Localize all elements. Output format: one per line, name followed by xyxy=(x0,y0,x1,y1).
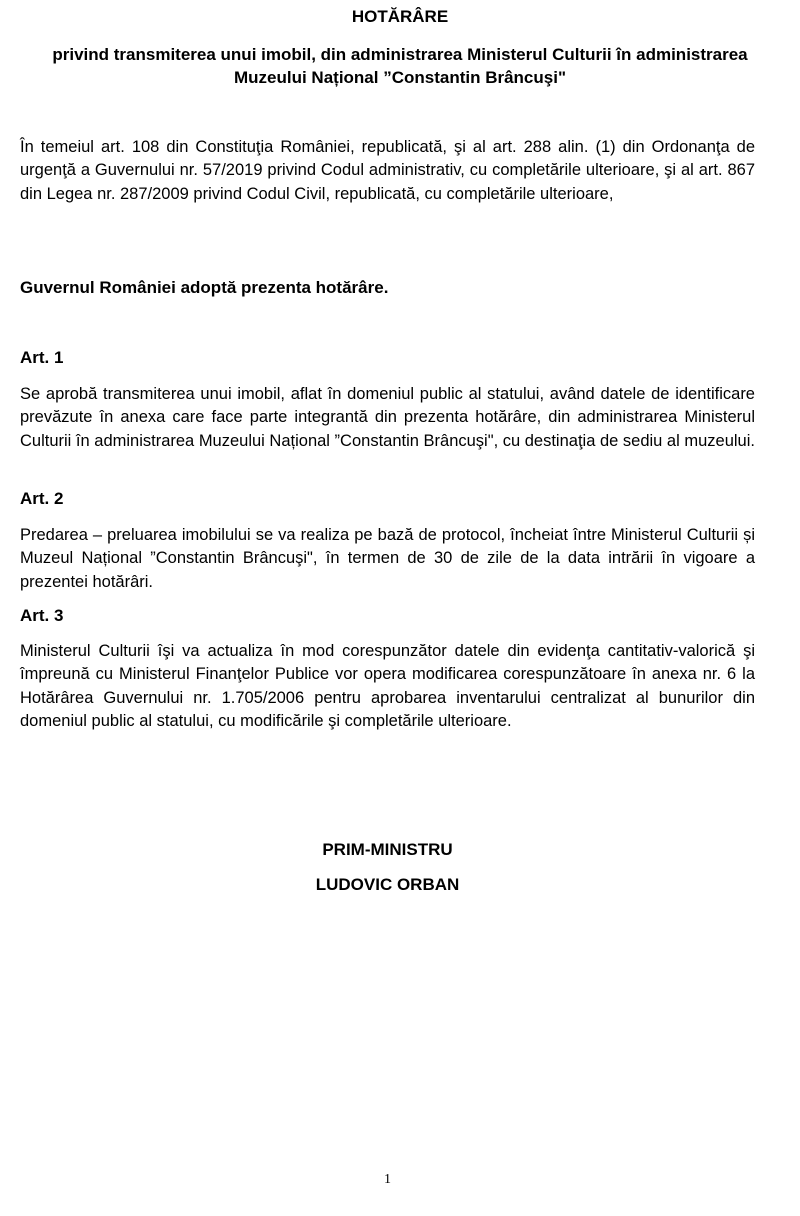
signature-name: LUDOVIC ORBAN xyxy=(315,875,460,894)
document-title: HOTĂRÂRE xyxy=(351,7,449,26)
preamble-paragraph: În temeiul art. 108 din Constituţia României, republicată, şi al art. 288 alin. (1) din Ordonanţa de urgenţă a Guvernului nr. 57/2019 privind Codul administrativ, cu completările ulterioare, şi al art. 867 din Legea nr. 287/2009 privind Codul Civil, republicată, cu completările ulterioare, xyxy=(20,138,755,203)
article-2-text: Predarea – preluarea imobilului se va realiza pe bază de protocol, încheiat între Ministerul Culturii și Muzeul Național ”Constantin Brâncuşi", în termen de 30 de zile de la data intrării în vigoare a prezentei hotărâri. xyxy=(20,526,755,591)
article-3-heading: Art. 3 xyxy=(20,606,64,625)
article-3-text: Ministerul Culturii îşi va actualiza în mod corespunzător datele din evidenţa cantitativ-valorică şi împreună cu Ministerul Finanţelor Publice vor opera modificarea corespunzătoare în anexa nr. 6 la Hotărârea Guvernului nr. 1.705/2006 pentru aprobarea inventarului centralizat al bunurilor din domeniul public al statului, cu modificările şi completările ulterioare. xyxy=(20,642,755,730)
document-subtitle: privind transmiterea unui imobil, din administrarea Ministerul Culturii în administrarea Muzeului Național ”Constantin Brâncuşi" xyxy=(52,45,748,87)
signature-role: PRIM-MINISTRU xyxy=(322,840,453,859)
adoption-statement: Guvernul României adoptă prezenta hotărâre. xyxy=(20,278,389,297)
page-number: 1 xyxy=(384,1172,391,1187)
article-2-heading: Art. 2 xyxy=(20,489,64,508)
article-1-heading: Art. 1 xyxy=(20,348,64,367)
article-1-text: Se aprobă transmiterea unui imobil, aflat în domeniul public al statului, având datele de identificare prevăzute în anexa care face parte integrantă din prezenta hotărâre, din administrarea Ministerul Culturii în administrarea Muzeului Național ”Constantin Brâncuşi", cu destinaţia de sediu al muzeului. xyxy=(20,385,755,450)
